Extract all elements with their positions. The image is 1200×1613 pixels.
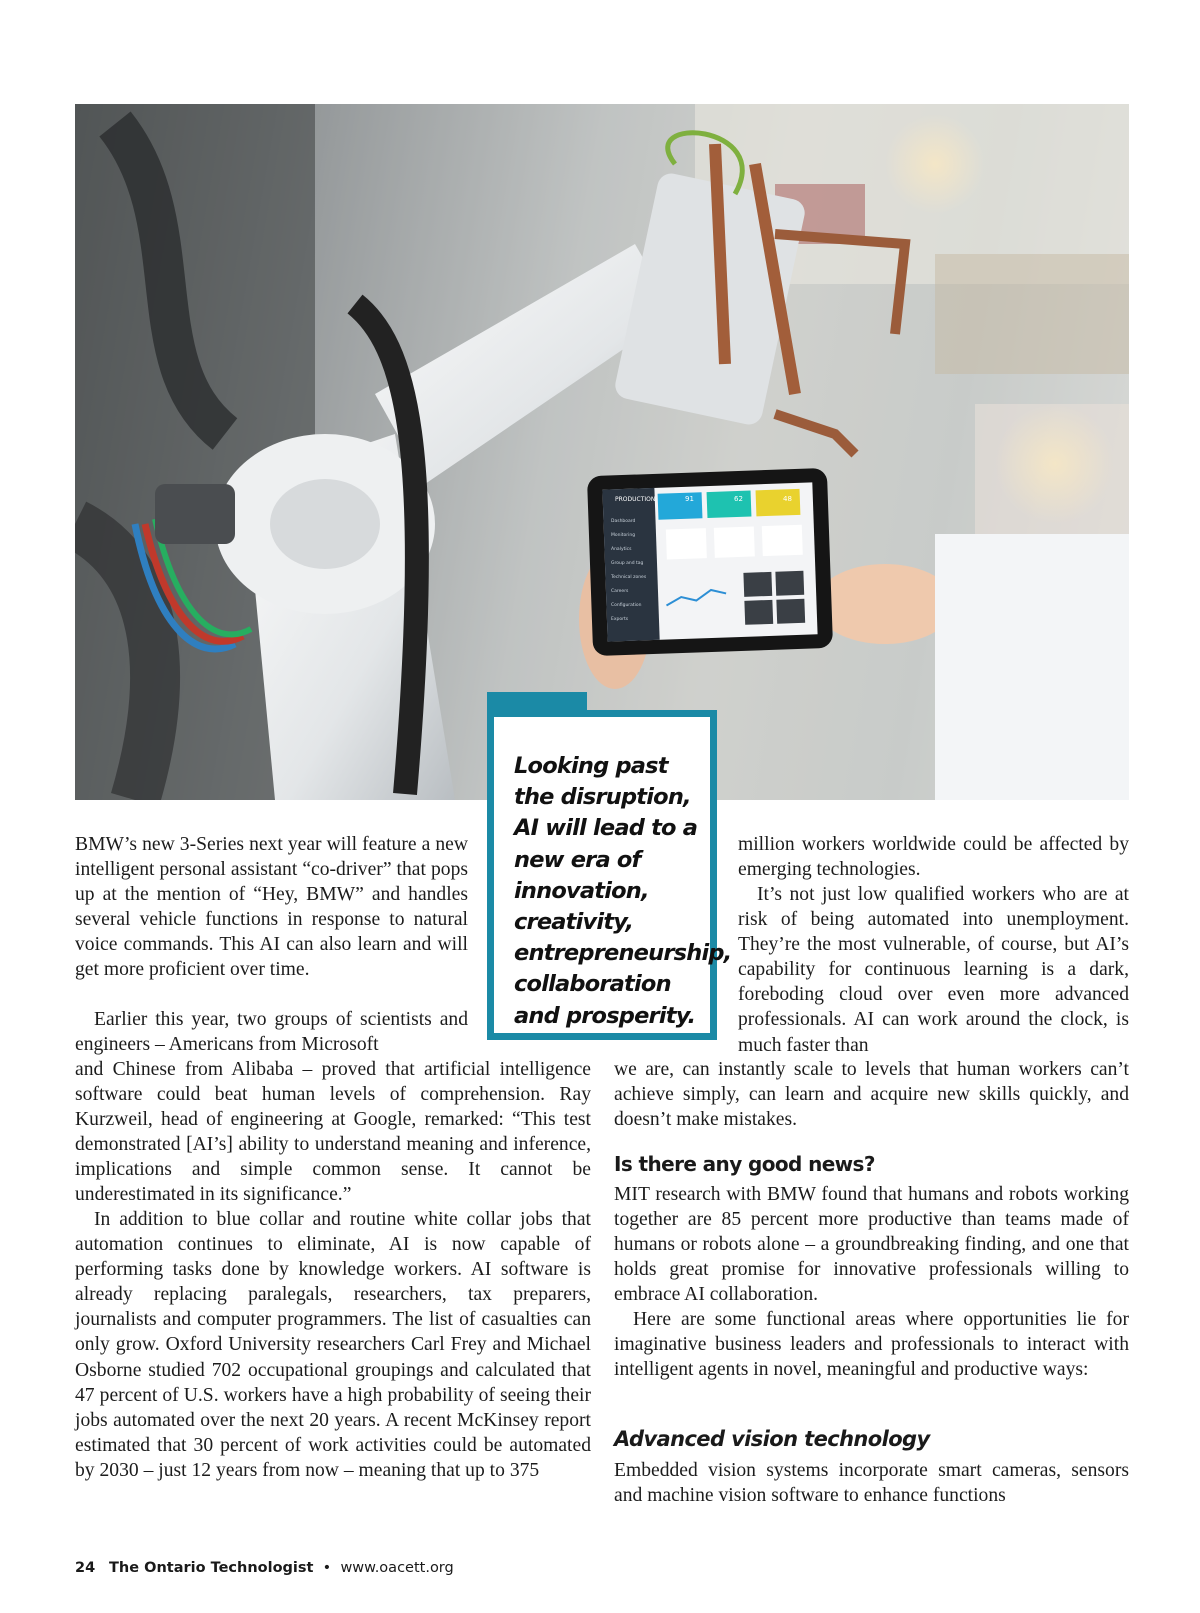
left-paragraph-2-start: Earlier this year, two groups of scientists and engineers – Americans from Microsoft [75, 1009, 468, 1056]
tablet-menu-item: Dashboard [611, 519, 636, 524]
pull-quote-text: Looking past the disruption, AI will lead to a new era of innovation, creativity, entrepreneurship, collaboration and prosperity. [514, 753, 732, 1029]
website-link[interactable]: www.oacett.org [340, 1560, 454, 1576]
pull-quote-box [487, 710, 732, 1040]
tablet-tile-value: 91 [685, 495, 694, 503]
publication-name: The Ontario Technologist [109, 1560, 314, 1576]
tablet-menu-item: Group and tag [611, 561, 644, 566]
tablet-header: PRODUCTION [615, 496, 656, 503]
hero-photo [75, 104, 1129, 800]
tablet-menu-item: Technical zones [611, 575, 647, 580]
page-number: 24 [75, 1560, 96, 1576]
robot-arm-illustration [75, 104, 1129, 800]
tablet-menu-item: Analytics [611, 547, 632, 552]
right-paragraph-5: Embedded vision systems incorporate smart cameras, sensors and machine vision software to enhance functions [614, 1460, 1129, 1507]
tablet-menu-item: Configuration [611, 603, 642, 608]
right-paragraph-3: MIT research with BMW found that humans and robots working together are 85 percent more productive than teams made of humans or robots alone – a groundbreaking finding, and one that holds great promise for innovative professionals willing to embrace AI collaboration. [614, 1184, 1129, 1306]
section-heading: Is there any good news? [614, 1152, 875, 1176]
tablet-tile-value: 48 [783, 495, 792, 503]
pull-quote-inner [494, 717, 732, 1033]
tablet-menu-item: Monitoring [611, 533, 636, 538]
right-paragraph-2-cont: we are, can instantly scale to levels that human workers can’t achieve simply, can learn and acquire new skills quickly, and doesn’t make mistakes. [614, 1059, 1129, 1131]
right-paragraph-2-start: It’s not just low qualified workers who are at risk of being automated into unemployment. They’re the most vulnerable, of course, but AI’s capability for continuous learning is a dark, foreboding cloud over even more advanced professionals. AI can work around the clock, is much faster than [738, 884, 1129, 1056]
left-paragraph-2-cont: and Chinese from Alibaba – proved that artificial intelligence software could beat human levels of comprehension. Ray Kurzweil, head of engineering at Google, remarked: “This test demonstrated [AI’s] ability to understand meaning and inference, implications and simple common sense. It cannot be underestimated in its significance.” [75, 1059, 591, 1206]
left-paragraph-1: BMW’s new 3-Series next year will feature a new intelligent personal assistant “co-driver” that pops up at the mention of “Hey, BMW” and handles several vehicle functions in response to natural voice commands. This AI can also learn and will get more proficient over time. [75, 834, 468, 981]
footer-separator: • [322, 1560, 332, 1576]
tablet-menu-item: Exports [611, 617, 629, 622]
page-footer [75, 1560, 454, 1576]
tablet-tile-value: 62 [734, 495, 743, 503]
subsection-heading: Advanced vision technology [614, 1427, 930, 1451]
right-paragraph-1: million workers worldwide could be affected by emerging technologies. [738, 834, 1129, 881]
tablet-menu-item: Careers [611, 589, 629, 594]
left-paragraph-3: In addition to blue collar and routine white collar jobs that automation continues to eliminate, AI is now capable of performing tasks done by knowledge workers. AI software is already replacing paralegals, researchers, tax preparers, journalists and computer programmers. The list of casualties can only grow. Oxford University researchers Carl Frey and Michael Osborne studied 702 occupational groupings and calculated that 47 percent of U.S. workers have a high probability of seeing their jobs automated over the next 20 years. A recent McKinsey report estimated that 30 percent of work activities could be automated by 2030 – just 12 years from now – meaning that up to 375 [75, 1209, 591, 1481]
right-paragraph-4: Here are some functional areas where opportunities lie for imaginative business leaders and professionals to interact with intelligent agents in novel, meaningful and productive ways: [614, 1309, 1129, 1381]
